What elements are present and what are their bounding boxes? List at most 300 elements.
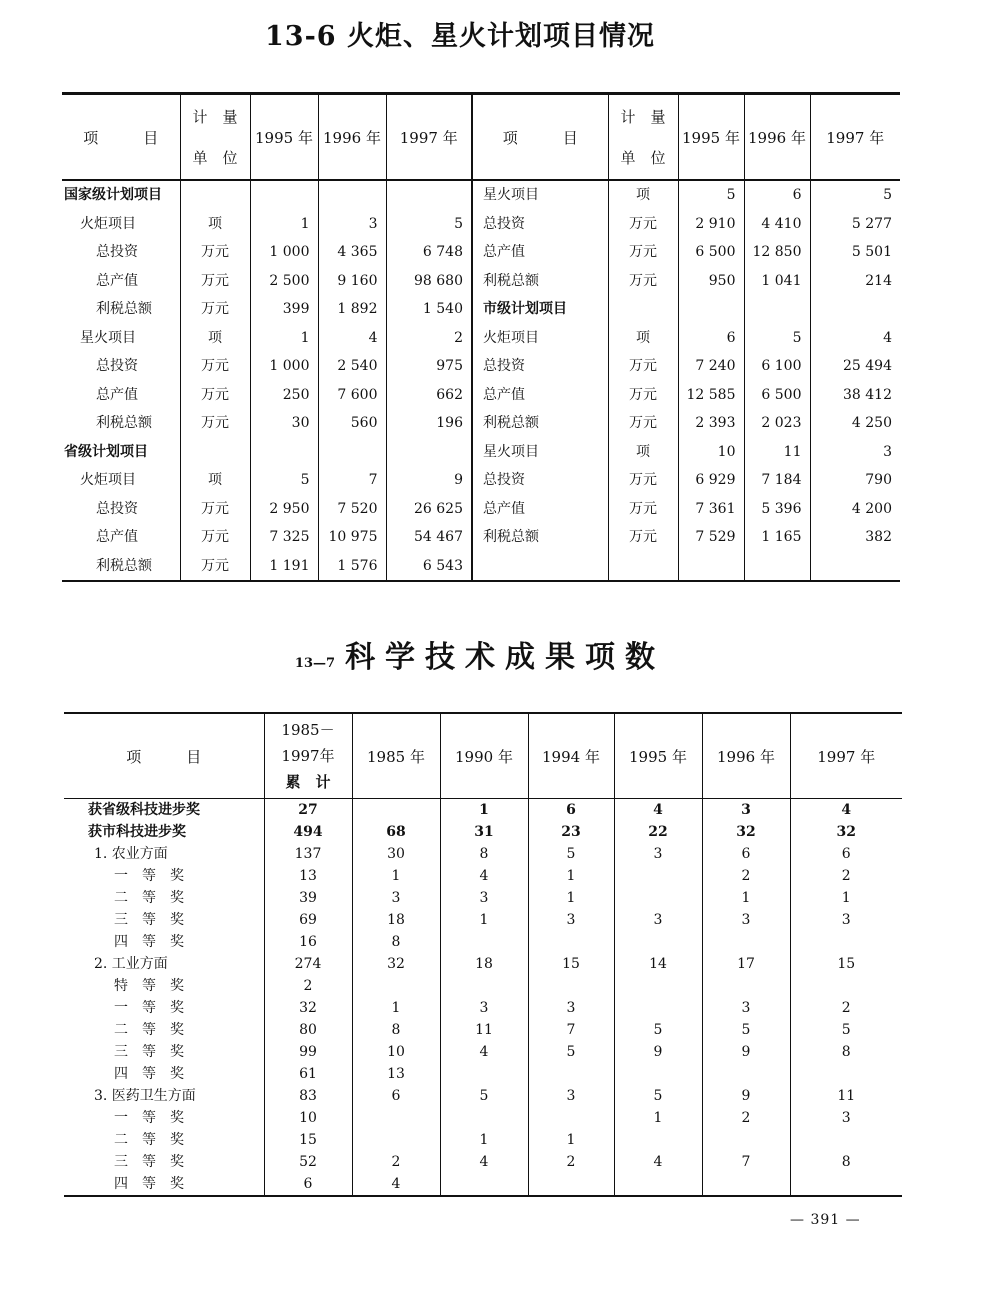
header-year-1994: 1994 年 [528, 713, 614, 799]
row-unit [180, 180, 250, 210]
row-label: 利税总额 [62, 552, 180, 582]
row-label-right: 市级计划项目 [472, 295, 608, 324]
table-row [62, 267, 900, 296]
row-unit: 万元 [180, 267, 250, 296]
header-item: 项 目 [62, 94, 180, 181]
value-1985 [352, 975, 440, 997]
row-unit-right: 项 [608, 180, 678, 210]
value-cumulative: 13 [264, 865, 352, 887]
row-label: 特 等 奖 [114, 978, 184, 994]
value-1985: 4 [352, 1173, 440, 1196]
row-label: 一 等 奖 [114, 1110, 184, 1126]
row-label: 总产值 [96, 272, 138, 289]
header-year-1995: 1995 年 [614, 713, 702, 799]
row-unit [180, 438, 250, 467]
value-1990: 3 [440, 997, 528, 1019]
value-1996: 2 [702, 1107, 790, 1129]
value-1985: 13 [352, 1063, 440, 1085]
value-cumulative: 6 [264, 1173, 352, 1196]
value-1985: 10 [352, 1041, 440, 1063]
table-row [64, 1041, 902, 1063]
value-1996: 17 [702, 953, 790, 975]
table-row [62, 295, 900, 324]
value-1995 [614, 865, 702, 887]
header-year-1996: 1996 年 [318, 94, 386, 181]
value-1990 [440, 1107, 528, 1129]
value-cumulative: 27 [264, 799, 352, 822]
row-label: 火炬项目 [80, 472, 136, 488]
value-1996-right [744, 552, 810, 582]
row-label: 四 等 奖 [114, 934, 184, 950]
table-row [64, 997, 902, 1019]
table-row [62, 352, 900, 381]
value-1997 [790, 975, 902, 997]
value-1995: 4 [614, 1151, 702, 1173]
value-1997-right: 5 277 [810, 210, 900, 239]
value-1990: 1 [440, 1129, 528, 1151]
row-unit-right: 万元 [608, 267, 678, 296]
value-1996: 3 [702, 799, 790, 822]
row-label: 四 等 奖 [114, 1066, 184, 1082]
row-label: 获省级科技进步奖 [88, 802, 200, 818]
value-1985: 6 [352, 1085, 440, 1107]
header-cumulative: 1985－ 1997年 累 计 [264, 713, 352, 799]
value-1994: 23 [528, 821, 614, 843]
value-1997-right: 25 494 [810, 352, 900, 381]
value-1990: 5 [440, 1085, 528, 1107]
row-label-right: 星火项目 [472, 438, 608, 467]
table-row [62, 180, 900, 210]
row-label: 四 等 奖 [64, 1173, 264, 1196]
row-unit-right: 万元 [608, 352, 678, 381]
value-1995: 5 [250, 466, 318, 495]
value-1995-right: 10 [678, 438, 744, 467]
header-year-1997-right: 1997 年 [810, 94, 900, 181]
value-1990: 8 [440, 843, 528, 865]
value-1995-right: 7 361 [678, 495, 744, 524]
row-label-right: 总产值 [472, 381, 608, 410]
value-1995: 1 191 [250, 552, 318, 582]
table-row [62, 466, 900, 495]
value-1997: 196 [386, 409, 472, 438]
row-label: 获市科技进步奖 [88, 824, 186, 840]
table-13-7-title [0, 632, 960, 676]
value-cumulative: 16 [264, 931, 352, 953]
header-year-1990: 1990 年 [440, 713, 528, 799]
row-label: 三 等 奖 [114, 1044, 184, 1060]
header-unit: 计 量 单 位 [180, 94, 250, 181]
value-1997: 4 [790, 799, 902, 822]
row-label-right [472, 552, 608, 582]
value-1994 [528, 931, 614, 953]
value-1997: 6 [790, 843, 902, 865]
table-row [62, 523, 900, 552]
row-label-right: 利税总额 [472, 409, 608, 438]
table-row [64, 843, 902, 865]
value-1994: 5 [528, 1041, 614, 1063]
table-row [64, 1151, 902, 1173]
row-label: 总产值 [96, 386, 138, 403]
table-row [62, 552, 900, 582]
value-1997 [790, 931, 902, 953]
value-1996-right: 6 [744, 180, 810, 210]
value-cumulative: 80 [264, 1019, 352, 1041]
value-1995-right: 950 [678, 267, 744, 296]
value-1985 [352, 1107, 440, 1129]
page-number: — 391 — [790, 1212, 861, 1228]
value-1996: 3 [702, 909, 790, 931]
value-1995-right: 5 [678, 180, 744, 210]
value-1996: 7 [318, 466, 386, 495]
value-1985: 1 [352, 997, 440, 1019]
value-1995 [614, 1129, 702, 1151]
row-unit-right: 项 [608, 324, 678, 353]
value-1996: 4 [318, 324, 386, 353]
value-cumulative: 32 [264, 997, 352, 1019]
header-year-1996-right: 1996 年 [744, 94, 810, 181]
row-unit-right: 万元 [608, 495, 678, 524]
row-label: 利税总额 [96, 301, 152, 317]
row-unit-right: 万元 [608, 238, 678, 267]
table-13-7-title-text: 科学技术成果项数 [345, 640, 666, 675]
value-1997: 6 543 [386, 552, 472, 582]
value-1996: 7 [702, 1151, 790, 1173]
row-unit: 万元 [180, 552, 250, 582]
value-1985: 3 [352, 887, 440, 909]
value-1985: 30 [352, 843, 440, 865]
value-1994: 6 [528, 799, 614, 822]
row-unit-right: 万元 [608, 466, 678, 495]
value-1995: 1 000 [250, 238, 318, 267]
row-label: 利税总额 [96, 415, 152, 431]
table-row [64, 1129, 902, 1151]
row-label: 总产值 [96, 529, 138, 545]
value-1995: 22 [614, 821, 702, 843]
value-1994 [528, 1063, 614, 1085]
table-row [62, 381, 900, 410]
value-1990: 4 [440, 1151, 528, 1173]
value-1985: 2 [352, 1151, 440, 1173]
value-1997 [386, 438, 472, 467]
value-1997 [386, 180, 472, 210]
value-1996-right: 2 023 [744, 409, 810, 438]
table-row [62, 438, 900, 467]
value-1997-right: 4 250 [810, 409, 900, 438]
value-1997: 8 [790, 1041, 902, 1063]
row-label-right: 总产值 [472, 495, 608, 524]
table-row [64, 821, 902, 843]
row-unit: 项 [180, 324, 250, 353]
value-1995: 7 325 [250, 523, 318, 552]
table-row [62, 210, 900, 239]
value-1995: 5 [614, 1085, 702, 1107]
value-1985: 32 [352, 953, 440, 975]
value-cumulative: 10 [264, 1107, 352, 1129]
value-cumulative: 99 [264, 1041, 352, 1063]
value-1995-right: 12 585 [678, 381, 744, 410]
value-1994: 1 [528, 865, 614, 887]
value-1997: 26 625 [386, 495, 472, 524]
value-1995: 4 [614, 799, 702, 822]
table-row [64, 975, 902, 997]
value-1994: 3 [528, 1085, 614, 1107]
row-unit: 万元 [180, 523, 250, 552]
value-1996-right: 12 850 [744, 238, 810, 267]
value-1997: 1 540 [386, 295, 472, 324]
row-label: 三 等 奖 [114, 912, 184, 928]
value-1985 [352, 799, 440, 822]
value-1990: 4 [440, 865, 528, 887]
value-1985: 18 [352, 909, 440, 931]
value-1996-right: 4 410 [744, 210, 810, 239]
row-unit-right: 万元 [608, 210, 678, 239]
value-1995-right: 6 929 [678, 466, 744, 495]
row-label: 星火项目 [80, 329, 136, 346]
value-1996: 4 365 [318, 238, 386, 267]
table-row [62, 495, 900, 524]
row-label-right: 总产值 [472, 238, 608, 267]
row-label: 总投资 [96, 500, 138, 517]
value-1996: 560 [318, 409, 386, 438]
row-unit: 万元 [180, 409, 250, 438]
header-year-1985: 1985 年 [352, 713, 440, 799]
value-1997: 2 [386, 324, 472, 353]
value-1995: 9 [614, 1041, 702, 1063]
value-cumulative: 39 [264, 887, 352, 909]
value-1994: 1 [528, 1129, 614, 1151]
row-label: 国家级计划项目 [64, 187, 162, 203]
value-1995 [614, 997, 702, 1019]
table-row [64, 1019, 902, 1041]
header-unit-right: 计 量 单 位 [608, 94, 678, 181]
table-row [64, 931, 902, 953]
value-1996-right: 11 [744, 438, 810, 467]
value-1996: 9 160 [318, 267, 386, 296]
value-cumulative: 52 [264, 1151, 352, 1173]
table-row [64, 799, 902, 822]
value-1995-right [678, 552, 744, 582]
value-1996: 3 [318, 210, 386, 239]
value-1995 [614, 975, 702, 997]
value-1996: 32 [702, 821, 790, 843]
value-1996: 7 520 [318, 495, 386, 524]
value-1995: 1 [250, 324, 318, 353]
table-row [62, 409, 900, 438]
row-unit-right: 万元 [608, 409, 678, 438]
value-1997: 9 [386, 466, 472, 495]
value-1996: 9 [702, 1085, 790, 1107]
row-label: 二 等 奖 [114, 890, 184, 906]
value-cumulative: 137 [264, 843, 352, 865]
value-1995-right: 6 [678, 324, 744, 353]
value-1997: 975 [386, 352, 472, 381]
value-1996-right: 1 165 [744, 523, 810, 552]
table-row [62, 324, 900, 353]
value-1990: 4 [440, 1041, 528, 1063]
value-1994: 2 [528, 1151, 614, 1173]
value-1996 [318, 438, 386, 467]
row-label-right: 总投资 [472, 352, 608, 381]
header-item: 项 目 [64, 713, 264, 799]
value-1985 [352, 1129, 440, 1151]
row-unit-right: 万元 [608, 523, 678, 552]
value-1997: 15 [790, 953, 902, 975]
value-1996 [318, 180, 386, 210]
value-1994: 3 [528, 997, 614, 1019]
value-1995: 1 000 [250, 352, 318, 381]
value-1997: 5 [790, 1019, 902, 1041]
value-1996-right: 6 100 [744, 352, 810, 381]
value-1995 [614, 931, 702, 953]
row-label: 省级计划项目 [64, 443, 148, 460]
value-1996 [702, 975, 790, 997]
value-1996-right: 5 [744, 324, 810, 353]
value-1997: 8 [790, 1151, 902, 1173]
value-1996 [702, 931, 790, 953]
value-1990: 1 [440, 909, 528, 931]
value-1997-right: 382 [810, 523, 900, 552]
table-row [64, 1085, 902, 1107]
header-year-1995: 1995 年 [250, 94, 318, 181]
row-label-right: 星火项目 [472, 180, 608, 210]
value-1996: 2 540 [318, 352, 386, 381]
value-1995: 14 [614, 953, 702, 975]
value-1995 [614, 1063, 702, 1085]
header-item-right: 项 目 [472, 94, 608, 181]
value-1994 [528, 1107, 614, 1129]
value-1994: 1 [528, 887, 614, 909]
value-1997 [790, 1129, 902, 1151]
value-1994: 3 [528, 909, 614, 931]
value-1997: 2 [790, 997, 902, 1019]
table-13-6-title: 13-6 火炬、星火计划项目情况 [265, 21, 655, 52]
value-1996-right: 1 041 [744, 267, 810, 296]
value-cumulative: 274 [264, 953, 352, 975]
value-1996: 9 [702, 1041, 790, 1063]
row-unit-right [608, 552, 678, 582]
value-cumulative: 494 [264, 821, 352, 843]
value-1995-right: 7 529 [678, 523, 744, 552]
value-1997-right: 4 200 [810, 495, 900, 524]
value-1996 [702, 1063, 790, 1085]
value-1997: 2 [790, 865, 902, 887]
value-1990 [440, 931, 528, 953]
value-1996: 6 [702, 843, 790, 865]
value-1997: 54 467 [386, 523, 472, 552]
value-1997: 3 [790, 1107, 902, 1129]
value-1996 [702, 1129, 790, 1151]
value-1996-right: 7 184 [744, 466, 810, 495]
value-cumulative: 69 [264, 909, 352, 931]
value-1997-right: 214 [810, 267, 900, 296]
value-1997-right: 5 [810, 180, 900, 210]
row-label: 火炬项目 [80, 215, 136, 232]
row-unit: 万元 [180, 381, 250, 410]
value-1994: 7 [528, 1019, 614, 1041]
row-unit: 万元 [180, 495, 250, 524]
value-1990 [440, 975, 528, 997]
value-1994: 15 [528, 953, 614, 975]
row-label: 2. 工业方面 [94, 956, 168, 972]
value-1995: 2 950 [250, 495, 318, 524]
value-1997-right: 5 501 [810, 238, 900, 267]
value-1985: 8 [352, 1019, 440, 1041]
value-1996: 10 975 [318, 523, 386, 552]
value-1996: 2 [702, 865, 790, 887]
value-1995-right [678, 295, 744, 324]
value-1997-right: 790 [810, 466, 900, 495]
value-1990: 31 [440, 821, 528, 843]
table-header-row [62, 94, 900, 181]
torch-spark-plan-table [62, 92, 900, 582]
row-label-right: 火炬项目 [472, 324, 608, 353]
value-1996: 5 [702, 1019, 790, 1041]
value-1997: 32 [790, 821, 902, 843]
row-label-right: 总投资 [472, 210, 608, 239]
row-unit: 万元 [180, 352, 250, 381]
row-label-right: 总投资 [472, 466, 608, 495]
value-1995: 5 [614, 1019, 702, 1041]
value-1997: 98 680 [386, 267, 472, 296]
value-1994 [528, 975, 614, 997]
value-1997: 5 [386, 210, 472, 239]
header-year-1997: 1997 年 [790, 713, 902, 799]
value-1995: 30 [250, 409, 318, 438]
value-1985: 1 [352, 865, 440, 887]
value-1997-right [810, 295, 900, 324]
sci-tech-achievements-table [64, 712, 902, 1197]
row-label: 3. 医药卫生方面 [94, 1088, 196, 1104]
value-1997-right: 4 [810, 324, 900, 353]
row-unit: 项 [180, 210, 250, 239]
value-1995-right: 2 393 [678, 409, 744, 438]
value-1997: 662 [386, 381, 472, 410]
table-row [64, 909, 902, 931]
value-1990 [440, 1063, 528, 1085]
value-1996: 1 892 [318, 295, 386, 324]
value-1997-right: 38 412 [810, 381, 900, 410]
value-1995: 3 [614, 843, 702, 865]
row-unit: 项 [180, 466, 250, 495]
value-1985: 68 [352, 821, 440, 843]
value-1990: 18 [440, 953, 528, 975]
table-13-7-number: 13—7 [294, 656, 336, 671]
row-label: 三 等 奖 [114, 1154, 184, 1170]
value-1995 [614, 1173, 702, 1196]
table-row [64, 1107, 902, 1129]
value-1990: 1 [440, 799, 528, 822]
row-label: 总投资 [96, 358, 138, 374]
value-1995: 399 [250, 295, 318, 324]
value-cumulative: 2 [264, 975, 352, 997]
row-unit: 万元 [180, 295, 250, 324]
value-1995 [614, 887, 702, 909]
value-1996: 3 [702, 997, 790, 1019]
table-row [64, 953, 902, 975]
value-1995: 250 [250, 381, 318, 410]
row-label: 一 等 奖 [114, 1000, 184, 1016]
value-1996: 1 [702, 887, 790, 909]
value-1995: 3 [614, 909, 702, 931]
value-1985: 8 [352, 931, 440, 953]
table-row [64, 1063, 902, 1085]
table-row [64, 887, 902, 909]
value-1990: 11 [440, 1019, 528, 1041]
row-label: 二 等 奖 [114, 1022, 184, 1038]
value-1996: 1 576 [318, 552, 386, 582]
table-row [62, 238, 900, 267]
table-header-row [64, 713, 902, 799]
